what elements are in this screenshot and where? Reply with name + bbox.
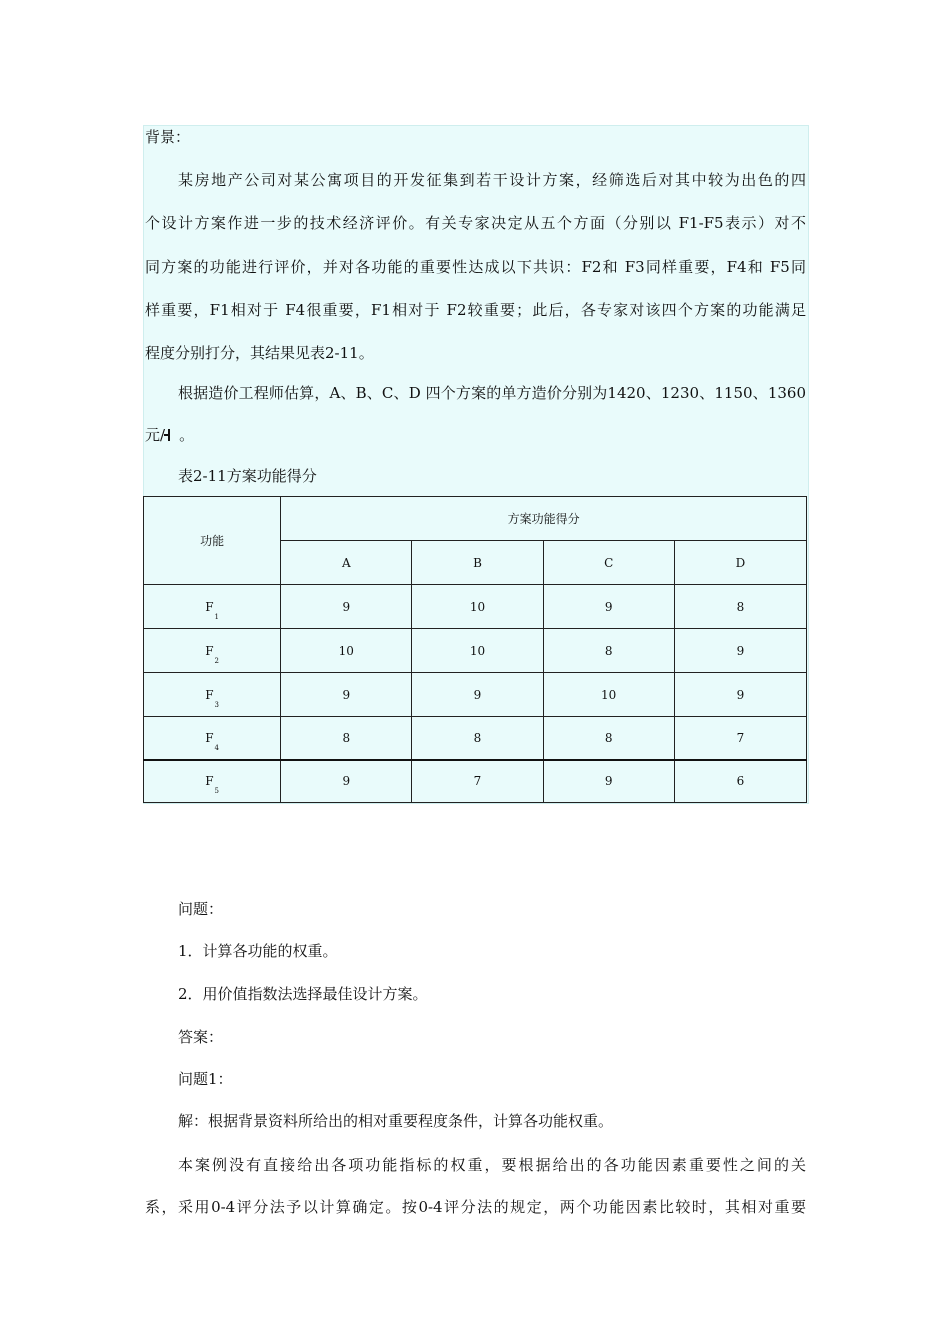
solution-line: 解：根据背景资料所给出的相对重要程度条件，计算各功能权重。 <box>178 1112 614 1130</box>
background-label: 背景： <box>145 128 191 146</box>
answer-question-1: 问题1： <box>178 1070 233 1088</box>
score-cell: 9 <box>281 760 412 803</box>
unit-text: 元/ <box>145 426 166 444</box>
paragraph-line <box>145 425 194 445</box>
score-cell: 9 <box>281 585 412 629</box>
header-scheme-a: A <box>281 541 412 585</box>
score-cell: 10 <box>281 629 412 673</box>
paragraph-line: 程度分别打分，其结果见表2-11。 <box>145 344 374 362</box>
table-row <box>144 673 807 717</box>
table-row <box>144 629 807 673</box>
score-cell: 9 <box>543 585 674 629</box>
paragraph-line: 本案例没有直接给出各项功能指标的权重，要根据给出的各功能因素重要性之间的关 <box>178 1156 806 1174</box>
score-cell: 9 <box>543 760 674 803</box>
score-cell: 9 <box>412 673 543 717</box>
table-row <box>144 585 807 629</box>
score-cell: 8 <box>412 717 543 760</box>
header-score-group: 方案功能得分 <box>281 497 807 541</box>
paragraph-line: 系，采用0-4评分法予以计算确定。按0-4评分法的规定，两个功能因素比较时，其相对重要 <box>145 1198 806 1216</box>
score-cell: 9 <box>674 629 806 673</box>
score-cell: 8 <box>543 629 674 673</box>
score-cell: 8 <box>674 585 806 629</box>
function-cell: $F_2$ <box>144 629 281 673</box>
score-cell: 9 <box>281 673 412 717</box>
paragraph-line: 同方案的功能进行评价，并对各功能的重要性达成以下共识：F2和 F3同样重要，F4和 F5同 <box>145 258 806 276</box>
period-text: 。 <box>179 426 195 444</box>
score-cell: 10 <box>412 585 543 629</box>
score-cell: 10 <box>412 629 543 673</box>
table-caption: 表2-11方案功能得分 <box>178 467 317 485</box>
paragraph-line: 某房地产公司对某公寓项目的开发征集到若干设计方案，经筛选后对其中较为出色的四 <box>178 171 806 189</box>
score-cell: 7 <box>412 760 543 803</box>
paragraph-line: 样重要，F1相对于 F4很重要，F1相对于 F2较重要；此后，各专家对该四个方案的功能满足 <box>145 301 806 319</box>
score-cell: 9 <box>674 673 806 717</box>
function-score-table <box>143 496 807 803</box>
function-cell: $F_4$ <box>144 717 281 760</box>
question-2: 2．用价值指数法选择最佳设计方案。 <box>178 985 428 1003</box>
header-scheme-c: C <box>543 541 674 585</box>
header-function: 功能 <box>144 497 281 585</box>
score-cell: 8 <box>281 717 412 760</box>
function-cell: $F_3$ <box>144 673 281 717</box>
function-cell: $F_1$ <box>144 585 281 629</box>
score-cell: 7 <box>674 717 806 760</box>
table-row <box>144 717 807 760</box>
header-scheme-d: D <box>674 541 806 585</box>
header-scheme-b: B <box>412 541 543 585</box>
question-1: 1．计算各功能的权重。 <box>178 942 338 960</box>
score-cell: 8 <box>543 717 674 760</box>
square-meter-symbol <box>168 429 176 441</box>
questions-label: 问题： <box>178 900 224 918</box>
score-cell: 10 <box>543 673 674 717</box>
answer-label: 答案： <box>178 1028 224 1046</box>
score-cell: 6 <box>674 760 806 803</box>
paragraph-line: 个设计方案作进一步的技术经济评价。有关专家决定从五个方面（分别以 F1-F5表示）对不 <box>145 214 806 232</box>
table-row <box>144 760 807 803</box>
function-cell: $F_5$ <box>144 760 281 803</box>
paragraph-line: 根据造价工程师估算，A、B、C、D 四个方案的单方造价分别为1420、1230、1150、1360 <box>178 384 806 402</box>
